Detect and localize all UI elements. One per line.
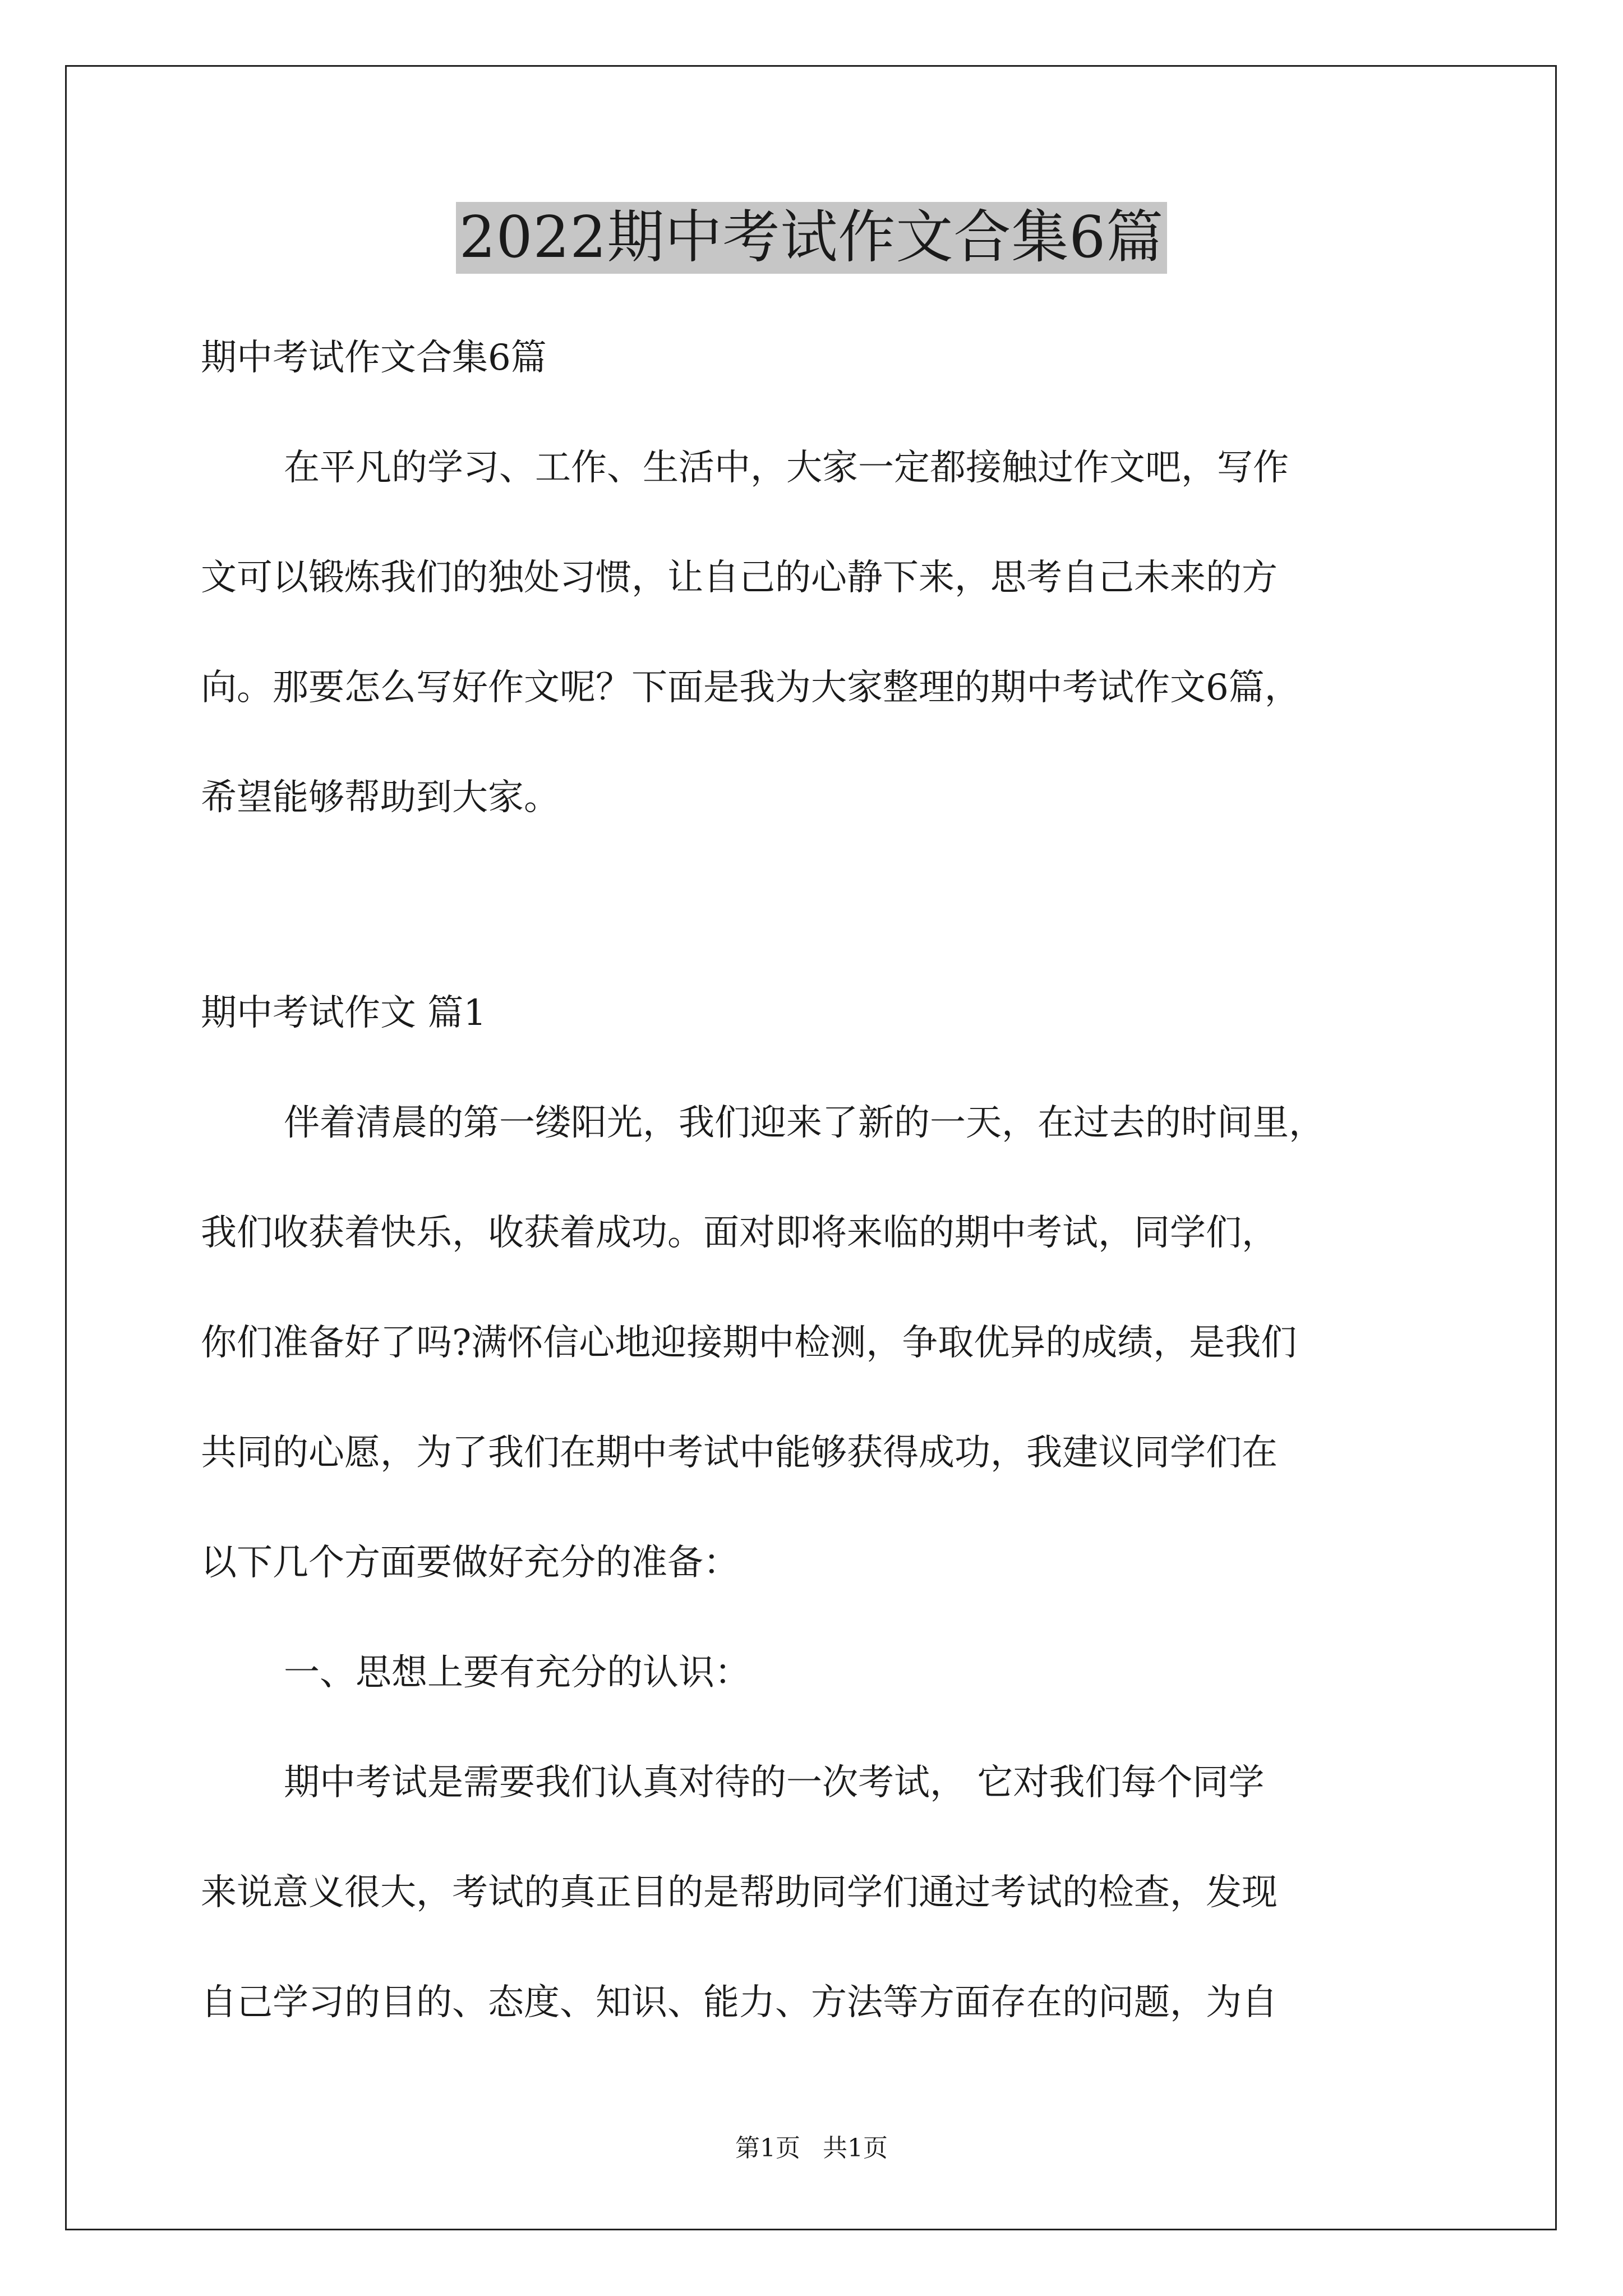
paragraph-line: 来说意义很大，考试的真正目的是帮助同学们通过考试的检查，发现 — [201, 1872, 1278, 1913]
title-area — [0, 202, 1623, 274]
paragraph-line: 你们准备好了吗?满怀信心地迎接期中检测，争取优异的成绩，是我们 — [201, 1322, 1297, 1364]
intro-line: 在平凡的学习、工作、生活中，大家一定都接触过作文吧，写作 — [284, 447, 1289, 489]
paragraph-line: 共同的心愿，为了我们在期中考试中能够获得成功，我建议同学们在 — [201, 1432, 1278, 1474]
document-subtitle: 期中考试作文合集6篇 — [201, 337, 547, 379]
document-title: 2022期中考试作文合集6篇 — [456, 202, 1167, 274]
intro-line: 希望能够帮助到大家。 — [201, 777, 560, 818]
page-footer — [0, 2132, 1623, 2165]
paragraph-line: 期中考试是需要我们认真对待的一次考试， 它对我们每个同学 — [284, 1762, 1265, 1803]
paragraph-line: 自己学习的目的、态度、知识、能力、方法等方面存在的问题，为自 — [201, 1982, 1278, 2023]
section-heading: 期中考试作文 篇1 — [201, 992, 487, 1034]
paragraph-line: 伴着清晨的第一缕阳光，我们迎来了新的一天，在过去的时间里， — [284, 1102, 1325, 1144]
intro-line: 向。那要怎么写好作文呢？下面是我为大家整理的期中考试作文6篇， — [201, 667, 1301, 708]
page-total: 共1页 — [823, 2134, 888, 2162]
page-number: 第1页 — [735, 2134, 800, 2162]
paragraph-line: 我们收获着快乐，收获着成功。面对即将来临的期中考试，同学们， — [201, 1212, 1278, 1254]
intro-line: 文可以锻炼我们的独处习惯，让自己的心静下来，思考自己未来的方 — [201, 557, 1278, 599]
spacer — [201, 853, 1435, 958]
document-body — [201, 303, 1435, 2058]
paragraph-line: 以下几个方面要做好充分的准备： — [201, 1542, 739, 1584]
point-heading: 一、思想上要有充分的认识： — [284, 1652, 750, 1694]
